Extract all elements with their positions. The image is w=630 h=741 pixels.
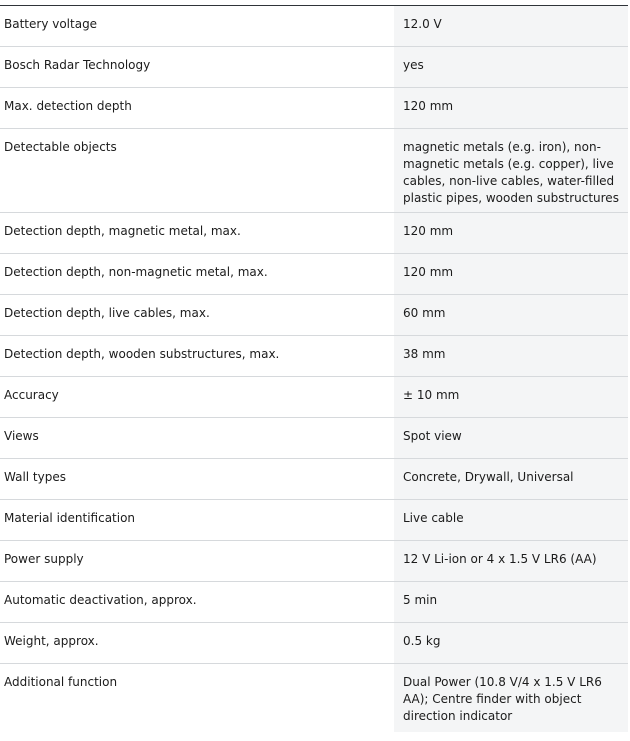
spec-label: Power supply <box>0 541 394 581</box>
spec-value: Dual Power (10.8 V/4 x 1.5 V LR6 AA); Centre finder with object direction indicator <box>394 664 628 732</box>
spec-label: Battery voltage <box>0 6 394 46</box>
spec-row-material-identification <box>0 500 628 541</box>
spec-label: Detection depth, wooden substructures, max. <box>0 336 394 376</box>
spec-row-depth-magnetic-metal <box>0 213 628 254</box>
spec-row-weight <box>0 623 628 664</box>
spec-label: Max. detection depth <box>0 88 394 128</box>
spec-value: 12 V Li-ion or 4 x 1.5 V LR6 (AA) <box>394 541 628 581</box>
spec-value: Live cable <box>394 500 628 540</box>
spec-label: Detectable objects <box>0 129 394 212</box>
spec-value: 38 mm <box>394 336 628 376</box>
spec-row-depth-non-magnetic-metal <box>0 254 628 295</box>
spec-label: Detection depth, magnetic metal, max. <box>0 213 394 253</box>
spec-row-detectable-objects <box>0 129 628 213</box>
spec-row-views <box>0 418 628 459</box>
spec-value: 120 mm <box>394 213 628 253</box>
spec-row-accuracy <box>0 377 628 418</box>
spec-label: Wall types <box>0 459 394 499</box>
spec-label: Detection depth, live cables, max. <box>0 295 394 335</box>
spec-label: Additional function <box>0 664 394 732</box>
spec-value: 5 min <box>394 582 628 622</box>
spec-value: Concrete, Drywall, Universal <box>394 459 628 499</box>
spec-value: 120 mm <box>394 254 628 294</box>
spec-row-wall-types <box>0 459 628 500</box>
spec-row-radar-technology <box>0 47 628 88</box>
spec-row-max-detection-depth <box>0 88 628 129</box>
spec-label: Views <box>0 418 394 458</box>
spec-value: yes <box>394 47 628 87</box>
spec-label: Accuracy <box>0 377 394 417</box>
spec-row-battery-voltage <box>0 6 628 47</box>
spec-label: Detection depth, non-magnetic metal, max. <box>0 254 394 294</box>
spec-value: Spot view <box>394 418 628 458</box>
spec-label: Weight, approx. <box>0 623 394 663</box>
spec-label: Material identification <box>0 500 394 540</box>
spec-value: 0.5 kg <box>394 623 628 663</box>
spec-value: 60 mm <box>394 295 628 335</box>
spec-value: ± 10 mm <box>394 377 628 417</box>
specifications-table <box>0 5 628 732</box>
spec-value: 120 mm <box>394 88 628 128</box>
spec-row-additional-function <box>0 664 628 732</box>
spec-label: Automatic deactivation, approx. <box>0 582 394 622</box>
spec-row-depth-wooden-substructures <box>0 336 628 377</box>
spec-value: 12.0 V <box>394 6 628 46</box>
spec-label: Bosch Radar Technology <box>0 47 394 87</box>
spec-value: magnetic metals (e.g. iron), non-magnetic metals (e.g. copper), live cables, non-live cables, water-filled plastic pipes, wooden substructures <box>394 129 628 212</box>
spec-row-automatic-deactivation <box>0 582 628 623</box>
spec-row-depth-live-cables <box>0 295 628 336</box>
spec-row-power-supply <box>0 541 628 582</box>
